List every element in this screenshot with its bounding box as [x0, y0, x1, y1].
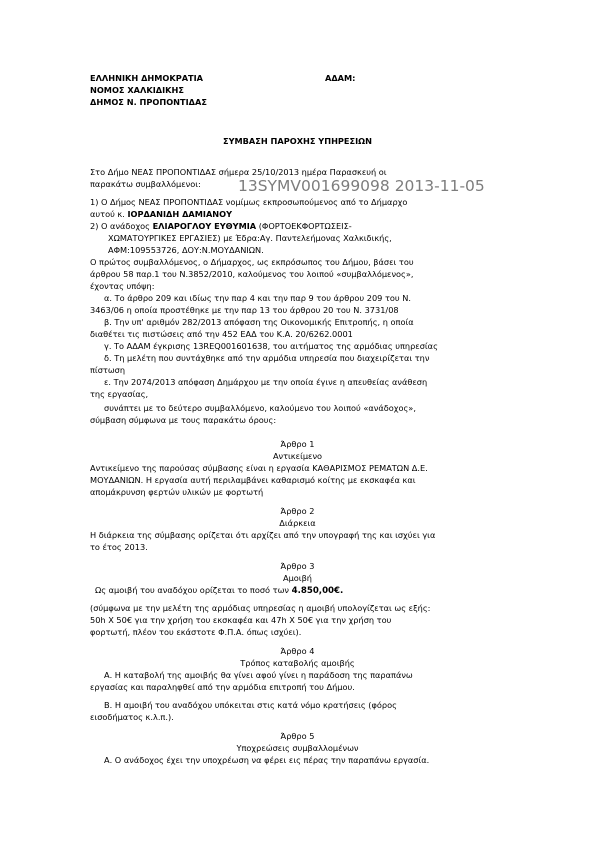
article-2-line-1: Η διάρκεια της σύμβασης ορίζεται ότι αρχίζει από την υπογραφή της και ισχύει για — [90, 530, 436, 540]
recital-b-line-1: β. Την υπ' αριθμόν 282/2013 απόφαση της Οικονομικής Επιτροπής, η οποία — [104, 317, 414, 327]
article-5-number: Άρθρο 5 — [280, 731, 315, 741]
mayor-name: ΙΟΡΔΑΝΙΔΗ ΔΑΜΙΑΝΟΥ — [127, 209, 233, 219]
contractor-name: ΕΛΙΑΡΟΓΛΟΥ ΕΥΘΥΜΙΑ — [152, 221, 257, 231]
intro-line-2: παρακάτω συμβαλλόμενοι: — [90, 179, 201, 189]
article-5-a-line-1: Α. Ο ανάδοχος έχει την υποχρέωση να φέρει εις πέρας την παραπάνω εργασία. — [104, 755, 430, 765]
article-3-number: Άρθρο 3 — [280, 561, 315, 571]
party1-prefix: αυτού κ. — [90, 209, 125, 219]
party2-prefix: 2) Ο ανάδοχος — [90, 221, 150, 231]
party2-line-1 — [90, 221, 352, 231]
recital-d-line-2: πίστωση — [90, 365, 126, 375]
header-municipality: ΔΗΜΟΣ Ν. ΠΡΟΠΟΝΤΙΔΑΣ — [90, 97, 207, 107]
article-3-line-2: (σύμφωνα με την μελέτη της αρμόδιας υπηρεσίας η αμοιβή υπολογίζεται ως εξής: — [90, 603, 431, 613]
adam-label: ΑΔΑΜ: — [325, 73, 356, 83]
recitals-line-1: Ο πρώτος συμβαλλόμενος, ο Δήμαρχος, ως εκπρόσωπος του Δήμου, βάσει του — [90, 257, 414, 267]
article-4-a-line-1: Α. Η καταβολή της αμοιβής θα γίνει αφού γίνει η παράδοση της παραπάνω — [104, 670, 413, 680]
intro-line-1: Στο Δήμο ΝΕΑΣ ΠΡΟΠΟΝΤΙΔΑΣ σήμερα 25/10/2013 ημέρα Παρασκευή οι — [90, 167, 387, 177]
party2-line-3: ΑΦΜ:109553726, ΔΟΥ:Ν.ΜΟΥΔΑΝΙΩΝ. — [108, 245, 264, 255]
party1-line-1: 1) Ο Δήμος ΝΕΑΣ ΠΡΟΠΟΝΤΙΔΑΣ νομίμως εκπροσωπούμενος από το Δήμαρχο — [90, 197, 408, 207]
recital-d-line-1: δ. Τη μελέτη που συντάχθηκε από την αρμόδια υπηρεσία που διαχειρίζεται την — [104, 353, 430, 363]
article-2-number: Άρθρο 2 — [280, 506, 315, 516]
article-2-title: Διάρκεια — [279, 518, 316, 528]
article-1-line-1: Αντικείμενο της παρούσας σύμβασης είναι η εργασία ΚΑΘΑΡΙΣΜΟΣ ΡΕΜΑΤΩΝ Δ.Ε. — [90, 463, 428, 473]
article-2-line-2: το έτος 2013. — [90, 542, 148, 552]
fee-amount: 4.850,00€. — [291, 586, 344, 596]
article-3-line-1 — [95, 585, 343, 596]
header-prefecture: ΝΟΜΟΣ ΧΑΛΚΙΔΙΚΗΣ — [90, 85, 184, 95]
document-title: ΣΥΜΒΑΣΗ ΠΑΡΟΧΗΣ ΥΠΗΡΕΣΙΩΝ — [223, 136, 372, 146]
article-1-line-2: ΜΟΥΔΑΝΙΩΝ. Η εργασία αυτή περιλαμβάνει καθαρισμό κοίτης με εκσκαφέα και — [90, 475, 416, 485]
party2-line-2: ΧΩΜΑΤΟΥΡΓΙΚΕΣ ΕΡΓΑΣΙΕΣ) με Έδρα:Αγ. Παντελεήμονας Χαλκιδικής, — [108, 233, 392, 243]
article-5-title: Υποχρεώσεις συμβαλλομένων — [236, 743, 359, 753]
recital-e-line-2: της εργασίας, — [90, 389, 149, 399]
article-4-number: Άρθρο 4 — [280, 646, 315, 656]
recital-f-line-1: συνάπτει με το δεύτερο συμβαλλόμενο, καλούμενο του λοιπού «ανάδοχος», — [104, 403, 416, 413]
recital-b-line-2: διαθέτει τις πιστώσεις από την 452 ΕΑΔ του Κ.Α. 20/6262.0001 — [90, 329, 353, 339]
recital-c-line-1: γ. Το ΑΔΑΜ έγκρισης 13REQ001601638, του αιτήματος της αρμόδιας υπηρεσίας — [104, 341, 438, 351]
article-1-line-3: απομάκρυνση φερτών υλικών με φορτωτή — [90, 487, 264, 497]
article-1-number: Άρθρο 1 — [280, 439, 315, 449]
recital-a-line-1: α. Το άρθρο 209 και ιδίως την παρ 4 και την παρ 9 του άρθρου 209 του Ν. — [104, 293, 411, 303]
article-1-title: Αντικείμενο — [272, 451, 323, 461]
recitals-line-3: έχοντας υπόψη: — [90, 281, 155, 291]
article-4-b-line-2: εισοδήματος κ.λ.π.). — [90, 712, 174, 722]
article-4-title: Τρόπος καταβολής αμοιβής — [240, 658, 355, 668]
contractor-activity: (ΦΟΡΤΟΕΚΦΟΡΤΩΣΕΙΣ- — [258, 221, 352, 231]
article-3-line-4: φορτωτή, πλέον του εκάστοτε Φ.Π.Α. όπως ισχύει). — [90, 627, 302, 637]
article-4-a-line-2: εργασίας και παραληφθεί από την αρμόδια επιτροπή του Δήμου. — [90, 682, 355, 692]
recital-e-line-1: ε. Την 2074/2013 απόφαση Δημάρχου με την οποία έγινε η απευθείας ανάθεση — [104, 377, 428, 387]
adam-registration-stamp: 13SYMV001699098 2013-11-05 — [238, 177, 485, 195]
header-country: ΕΛΛΗΝΙΚΗ ΔΗΜΟΚΡΑΤΙΑ — [90, 73, 204, 83]
recital-f-line-2: σύμβαση σύμφωνα με τους παρακάτω όρους: — [90, 415, 277, 425]
fee-text: Ως αμοιβή του αναδόχου ορίζεται το ποσό των — [95, 585, 290, 595]
recitals-line-2: άρθρου 58 παρ.1 του Ν.3852/2010, καλούμενος του λοιπού «συμβαλλόμενος», — [90, 269, 414, 279]
recital-a-line-2: 3463/06 η οποία προστέθηκε με την παρ 13 του άρθρου 20 του Ν. 3731/08 — [90, 305, 399, 315]
article-4-b-line-1: Β. Η αμοιβή του αναδόχου υπόκειται στις κατά νόμο κρατήσεις (φόρος — [104, 700, 397, 710]
article-3-title: Αμοιβή — [282, 573, 312, 583]
party1-line-2 — [90, 209, 232, 219]
article-3-line-3: 50h X 50€ για την χρήση του εκσκαφέα και 47h X 50€ για την χρήση του — [90, 615, 392, 625]
